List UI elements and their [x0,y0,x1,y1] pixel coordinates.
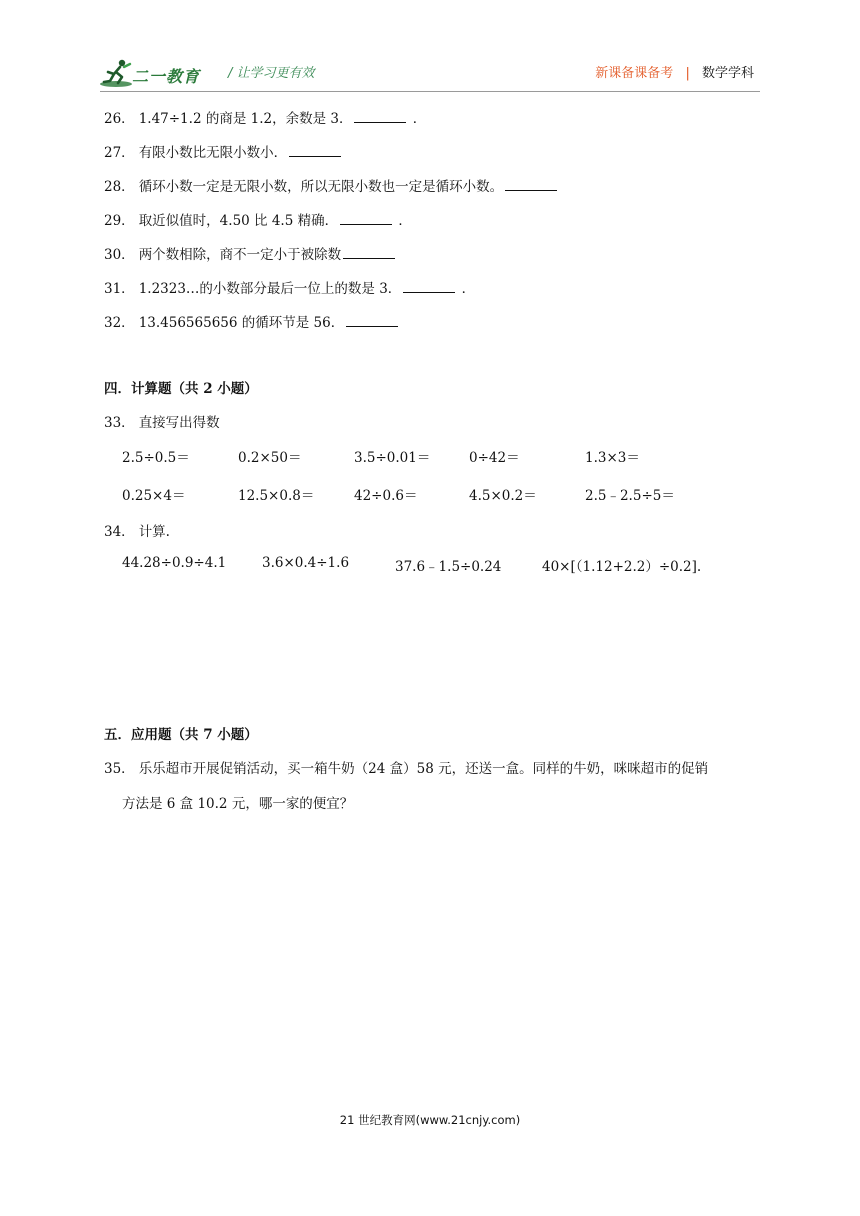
question-number: 35． [104,761,135,777]
question-number: 28． [104,179,135,195]
runner-logo-icon [100,58,136,88]
answer-blank[interactable] [505,178,557,191]
calc-item: 2.5÷0.5＝ [122,450,190,466]
calc-expression: 3.6×0.4÷1.6 [262,555,350,571]
calc-item: 0.25×4＝ [122,488,186,504]
calc-expression: 40×[（1.12+2.2）÷0.2]. [542,559,702,575]
calc-item: 42÷0.6＝ [354,488,418,504]
question-tail: ． [412,111,427,127]
logo [100,58,220,90]
logo-text: 二一教育 [132,67,201,86]
question-number: 26． [104,111,135,127]
question-28 [104,175,559,195]
question-32 [104,311,400,331]
question-29 [104,209,412,229]
header-right [595,62,754,81]
calc-item: 0.2×50＝ [238,450,302,466]
answer-blank[interactable] [354,110,406,123]
section-title-calculation: 四．计算题（共 2 小题） [104,381,258,397]
question-tail: ． [398,213,412,229]
answer-blank[interactable] [289,144,341,157]
answer-blank[interactable] [346,314,398,327]
header-divider [100,91,760,92]
question-number: 33． [104,415,135,431]
answer-blank[interactable] [340,212,392,225]
question-text: 取近似值时，4.50 比 4.5 精确． [138,213,339,229]
question-31 [104,277,475,297]
answer-blank[interactable] [343,246,395,259]
calc-item: 0÷42＝ [469,450,520,466]
header-course: 新课备课备考 [595,66,674,81]
page-header [100,56,760,90]
calc-expression: 37.6﹣1.5÷0.24 [395,559,502,575]
question-text: 循环小数一定是无限小数，所以无限小数也一定是循环小数。 [138,179,504,195]
question-35 [104,757,708,777]
question-text: 直接写出得数 [138,415,220,431]
question-30 [104,243,397,263]
question-number: 29． [104,213,135,229]
calc-item: 3.5÷0.01＝ [354,450,431,466]
calc-item: 4.5×0.2＝ [469,488,537,504]
question-number: 31． [104,281,135,297]
calc-expression: 44.28÷0.9÷4.1 [122,555,227,571]
question-text: 有限小数比无限小数小． [138,145,288,161]
question-number: 32． [104,315,135,331]
question-number: 27． [104,145,135,161]
header-subject: 数学学科 [701,66,754,81]
question-tail: ． [461,281,476,297]
question-33 [104,411,220,431]
calc-item: 12.5×0.8＝ [238,488,315,504]
section-title-application: 五．应用题（共 7 小题） [104,727,258,743]
header-slogan: / 让学习更有效 [228,66,315,81]
question-text: 1.47÷1.2 的商是 1.2，余数是 3． [138,111,353,127]
question-35-continued: 方法是 6 盒 10.2 元，哪一家的便宜？ [122,796,354,812]
calc-item: 2.5﹣2.5÷5＝ [585,488,675,504]
calc-item: 1.3×3＝ [585,450,640,466]
question-text: 1.2323…的小数部分最后一位上的数是 3． [138,281,402,297]
question-27 [104,141,343,161]
question-number: 34． [104,524,135,540]
question-text: 两个数相除，商不一定小于被除数 [138,247,342,263]
question-number: 30． [104,247,135,263]
question-text: 计算. [138,524,170,540]
header-separator: | [685,66,690,81]
question-text: 13.456565656 的循环节是 56． [138,315,345,331]
question-text: 乐乐超市开展促销活动，买一箱牛奶（24 盒）58 元，还送一盒。同样的牛奶，咪咪超市的促销 [138,761,709,777]
question-26 [104,107,426,127]
page-footer: 21 世纪教育网(www.21cnjy.com) [339,1113,521,1127]
question-34 [104,520,170,540]
answer-blank[interactable] [403,280,455,293]
